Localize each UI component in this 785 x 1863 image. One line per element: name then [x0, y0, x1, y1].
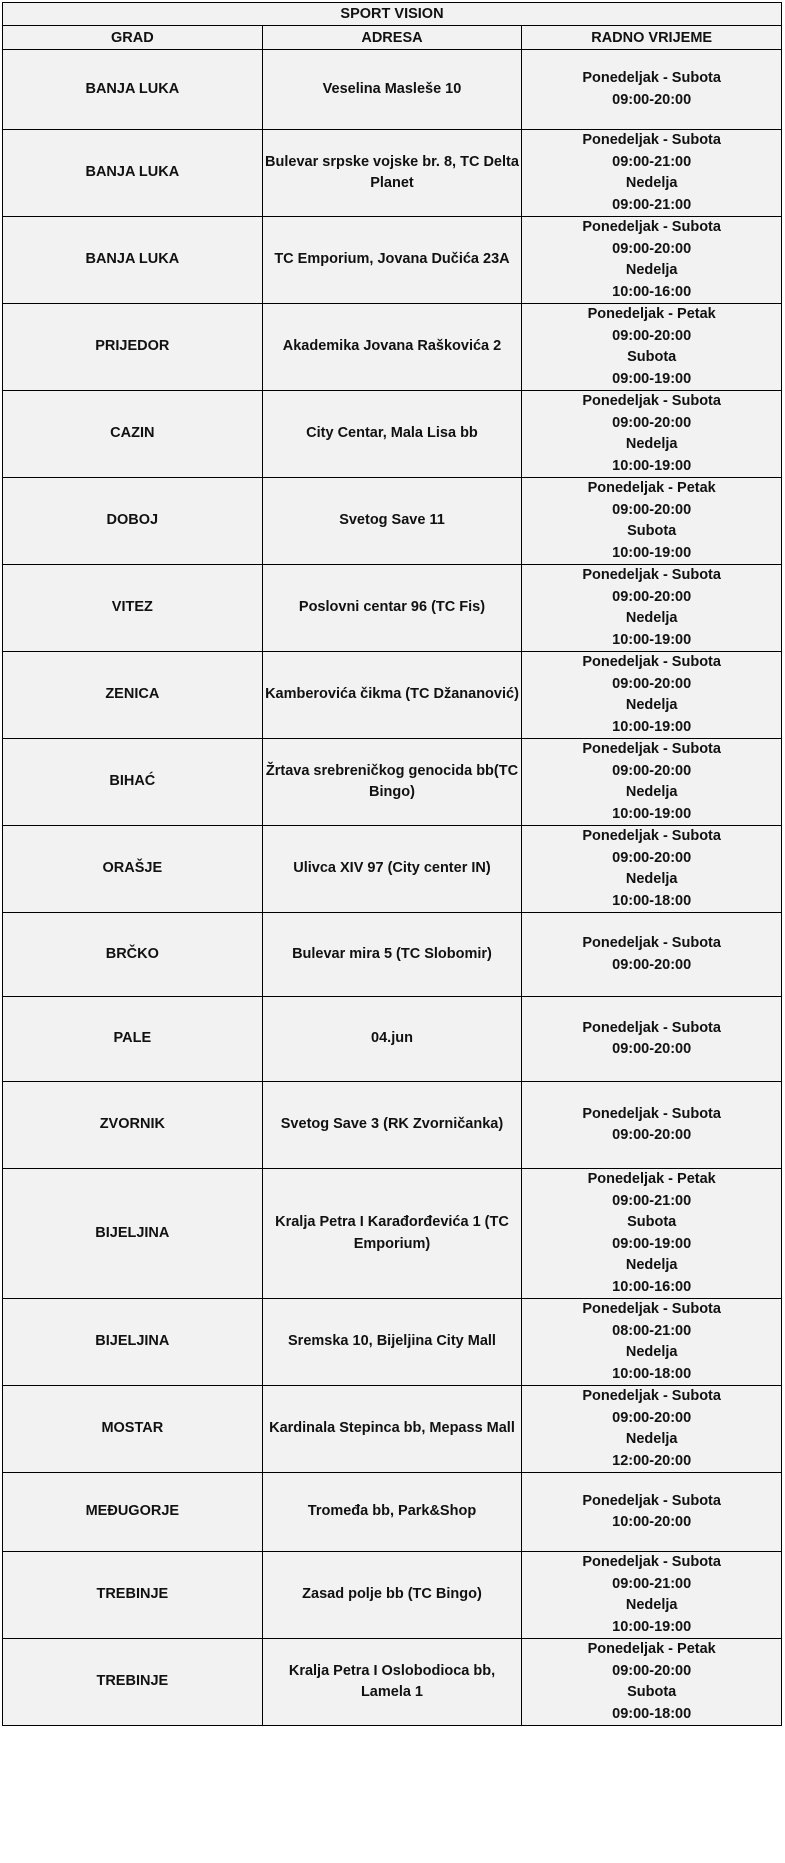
hours-line: Nedelja	[625, 1344, 678, 1360]
hours-line: Ponedeljak - Subota	[582, 654, 721, 670]
cell-adresa: Bulevar mira 5 (TC Slobomir)	[262, 913, 522, 997]
hours-line: Ponedeljak - Subota	[582, 1301, 721, 1317]
table-row	[3, 739, 782, 826]
hours-line: 10:00-18:00	[612, 892, 692, 909]
cell-radno-vrijeme	[522, 1552, 782, 1639]
hours-line: Ponedeljak - Petak	[587, 306, 716, 322]
table-row	[3, 1552, 782, 1639]
cell-adresa: Poslovni centar 96 (TC Fis)	[262, 565, 522, 652]
table-row	[3, 217, 782, 304]
hours-line: 09:00-19:00	[612, 1235, 692, 1252]
hours-line: 10:00-16:00	[612, 1278, 692, 1295]
cell-radno-vrijeme	[522, 130, 782, 217]
table-body	[3, 50, 782, 1726]
hours-line: 09:00-20:00	[612, 956, 692, 973]
cell-grad: CAZIN	[3, 391, 263, 478]
hours-line: Nedelja	[625, 871, 678, 887]
table-row	[3, 50, 782, 130]
table-row	[3, 652, 782, 739]
cell-radno-vrijeme	[522, 826, 782, 913]
cell-radno-vrijeme	[522, 1473, 782, 1552]
cell-grad: BANJA LUKA	[3, 130, 263, 217]
table-row	[3, 130, 782, 217]
hours-line: 09:00-20:00	[612, 414, 692, 431]
table-row	[3, 478, 782, 565]
hours-line: Ponedeljak - Subota	[582, 393, 721, 409]
cell-grad: BANJA LUKA	[3, 50, 263, 130]
cell-adresa: Veselina Masleše 10	[262, 50, 522, 130]
cell-adresa: Tromeđa bb, Park&Shop	[262, 1473, 522, 1552]
hours-line: 10:00-19:00	[612, 718, 692, 735]
hours-line: Ponedeljak - Subota	[582, 1388, 721, 1404]
column-header-radno-vrijeme: RADNO VRIJEME	[522, 26, 782, 50]
hours-line: Ponedeljak - Petak	[587, 480, 716, 496]
hours-line: Ponedeljak - Subota	[582, 70, 721, 86]
hours-line: Ponedeljak - Petak	[587, 1171, 716, 1187]
hours-line: Nedelja	[625, 262, 678, 278]
table-row	[3, 1169, 782, 1299]
hours-line: 08:00-21:00	[612, 1322, 692, 1339]
hours-line: 09:00-20:00	[612, 588, 692, 605]
cell-grad: DOBOJ	[3, 478, 263, 565]
cell-adresa: City Centar, Mala Lisa bb	[262, 391, 522, 478]
table-row	[3, 1639, 782, 1726]
table-title: SPORT VISION	[3, 3, 782, 26]
cell-radno-vrijeme	[522, 1386, 782, 1473]
hours-line: 09:00-20:00	[612, 1409, 692, 1426]
hours-line: 09:00-20:00	[612, 675, 692, 692]
table-row	[3, 997, 782, 1082]
hours-line: 10:00-18:00	[612, 1365, 692, 1382]
hours-line: 09:00-20:00	[612, 240, 692, 257]
cell-radno-vrijeme	[522, 997, 782, 1082]
hours-line: Subota	[627, 1214, 677, 1230]
hours-line: Nedelja	[625, 784, 678, 800]
cell-grad: BIJELJINA	[3, 1169, 263, 1299]
hours-line: 09:00-20:00	[612, 327, 692, 344]
table-row	[3, 1299, 782, 1386]
hours-line: Ponedeljak - Subota	[582, 1105, 721, 1122]
hours-line: Nedelja	[625, 175, 678, 191]
cell-adresa: Svetog Save 3 (RK Zvorničanka)	[262, 1082, 522, 1169]
cell-grad: ZENICA	[3, 652, 263, 739]
hours-line: Ponedeljak - Subota	[582, 935, 721, 951]
cell-radno-vrijeme	[522, 1639, 782, 1726]
hours-line: 09:00-19:00	[612, 370, 692, 387]
cell-grad: VITEZ	[3, 565, 263, 652]
table-row	[3, 565, 782, 652]
cell-radno-vrijeme	[522, 217, 782, 304]
table-row	[3, 1473, 782, 1552]
cell-grad: BRČKO	[3, 913, 263, 997]
cell-radno-vrijeme	[522, 478, 782, 565]
hours-line: 09:00-21:00	[612, 153, 692, 170]
hours-line: 09:00-21:00	[612, 1192, 692, 1209]
table-row	[3, 1082, 782, 1169]
cell-grad: MEĐUGORJE	[3, 1473, 263, 1552]
hours-line: 09:00-21:00	[612, 1575, 692, 1592]
hours-line: 09:00-21:00	[612, 196, 692, 213]
cell-radno-vrijeme	[522, 565, 782, 652]
hours-line: 10:00-16:00	[612, 283, 692, 300]
hours-line: 09:00-20:00	[612, 762, 692, 779]
cell-grad: PRIJEDOR	[3, 304, 263, 391]
table-row	[3, 913, 782, 997]
cell-grad: BIHAĆ	[3, 739, 263, 826]
cell-radno-vrijeme	[522, 1299, 782, 1386]
hours-line: Ponedeljak - Subota	[582, 567, 721, 583]
hours-line: Ponedeljak - Subota	[582, 1492, 721, 1509]
table-row	[3, 1386, 782, 1473]
cell-adresa: Zasad polje bb (TC Bingo)	[262, 1552, 522, 1639]
hours-line: 09:00-20:00	[612, 1662, 692, 1679]
hours-line: 10:00-20:00	[612, 1514, 692, 1530]
store-hours-sheet	[2, 2, 782, 1726]
cell-adresa: Kralja Petra I Oslobodioca bb, Lamela 1	[262, 1639, 522, 1726]
cell-radno-vrijeme	[522, 391, 782, 478]
hours-line: Nedelja	[625, 697, 678, 713]
hours-line: Ponedeljak - Subota	[582, 1554, 721, 1570]
hours-line: 10:00-19:00	[612, 631, 692, 648]
cell-radno-vrijeme	[522, 652, 782, 739]
hours-line: Ponedeljak - Subota	[582, 1019, 721, 1036]
hours-line: Ponedeljak - Petak	[587, 1641, 716, 1657]
cell-adresa: Ulivca XIV 97 (City center IN)	[262, 826, 522, 913]
hours-line: Nedelja	[625, 1257, 678, 1273]
hours-line: Nedelja	[625, 1597, 678, 1613]
hours-line: 10:00-19:00	[612, 1618, 692, 1635]
hours-line: 09:00-20:00	[612, 501, 692, 518]
cell-grad: MOSTAR	[3, 1386, 263, 1473]
hours-line: Ponedeljak - Subota	[582, 132, 721, 148]
table-row	[3, 391, 782, 478]
cell-adresa: 04.jun	[262, 997, 522, 1082]
hours-line: 09:00-18:00	[612, 1705, 692, 1722]
cell-adresa: Sremska 10, Bijeljina City Mall	[262, 1299, 522, 1386]
hours-line: 09:00-20:00	[612, 91, 692, 108]
cell-adresa: Kardinala Stepinca bb, Mepass Mall	[262, 1386, 522, 1473]
cell-adresa: Akademika Jovana Raškovića 2	[262, 304, 522, 391]
hours-line: Nedelja	[625, 610, 678, 626]
hours-line: Subota	[627, 523, 677, 539]
cell-adresa: Kamberovića čikma (TC Džananović)	[262, 652, 522, 739]
cell-radno-vrijeme	[522, 304, 782, 391]
cell-grad: BANJA LUKA	[3, 217, 263, 304]
column-header-adresa: ADRESA	[262, 26, 522, 50]
cell-grad: ORAŠJE	[3, 826, 263, 913]
hours-line: 10:00-19:00	[612, 544, 692, 561]
hours-line: 12:00-20:00	[612, 1452, 692, 1469]
cell-adresa: Kralja Petra I Karađorđevića 1 (TC Emporium)	[262, 1169, 522, 1299]
cell-radno-vrijeme	[522, 913, 782, 997]
cell-grad: PALE	[3, 997, 263, 1082]
cell-radno-vrijeme	[522, 50, 782, 130]
cell-adresa: Žrtava srebreničkog genocida bb(TC Bingo)	[262, 739, 522, 826]
cell-radno-vrijeme	[522, 1082, 782, 1169]
column-header-grad: GRAD	[3, 26, 263, 50]
hours-line: 10:00-19:00	[612, 805, 692, 822]
hours-line: 09:00-20:00	[612, 1041, 692, 1057]
cell-grad: TREBINJE	[3, 1552, 263, 1639]
hours-line: Subota	[627, 349, 677, 365]
cell-radno-vrijeme	[522, 1169, 782, 1299]
cell-grad: TREBINJE	[3, 1639, 263, 1726]
hours-line: Nedelja	[625, 1431, 678, 1447]
cell-adresa: TC Emporium, Jovana Dučića 23A	[262, 217, 522, 304]
store-table	[2, 2, 782, 1726]
table-row	[3, 304, 782, 391]
cell-grad: BIJELJINA	[3, 1299, 263, 1386]
cell-grad: ZVORNIK	[3, 1082, 263, 1169]
cell-radno-vrijeme	[522, 739, 782, 826]
hours-line: Ponedeljak - Subota	[582, 741, 721, 757]
hours-line: Ponedeljak - Subota	[582, 828, 721, 844]
hours-line: 10:00-19:00	[612, 457, 692, 474]
cell-adresa: Svetog Save 11	[262, 478, 522, 565]
cell-adresa: Bulevar srpske vojske br. 8, TC Delta Planet	[262, 130, 522, 217]
table-row	[3, 826, 782, 913]
hours-line: Nedelja	[625, 436, 678, 452]
hours-line: 09:00-20:00	[612, 1127, 692, 1143]
hours-line: Subota	[627, 1684, 677, 1700]
hours-line: 09:00-20:00	[612, 849, 692, 866]
hours-line: Ponedeljak - Subota	[582, 219, 721, 235]
